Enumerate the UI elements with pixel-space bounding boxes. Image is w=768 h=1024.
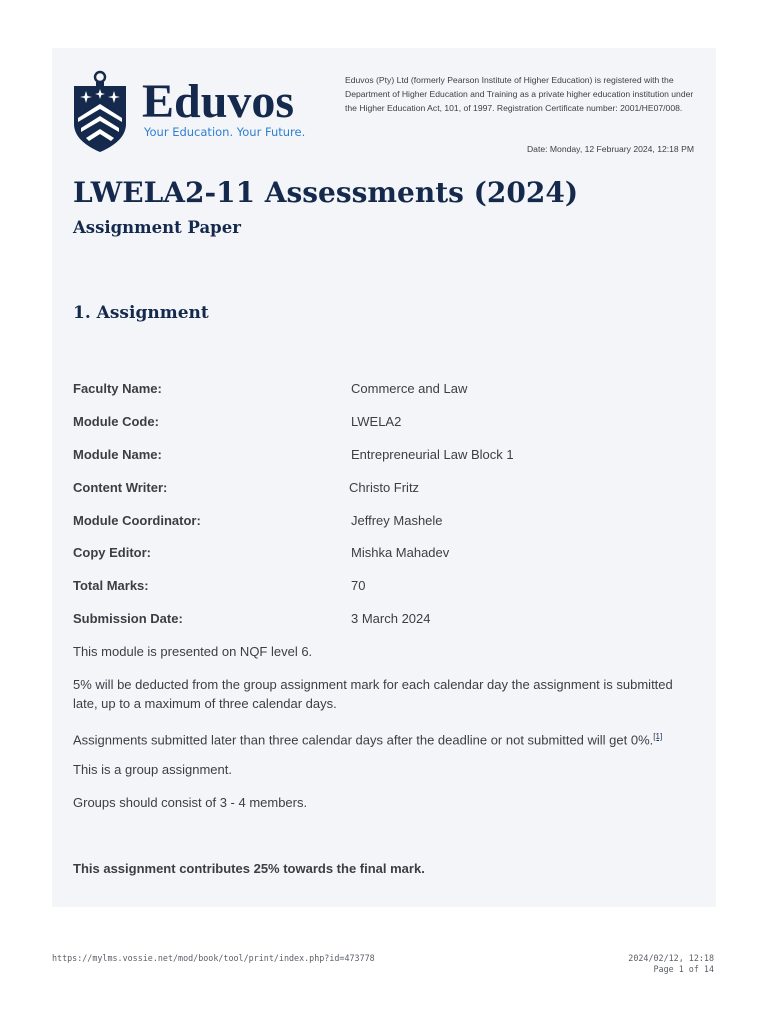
detail-value: Commerce and Law bbox=[351, 381, 468, 396]
detail-label: Content Writer: bbox=[73, 480, 168, 495]
logo-wordmark: Eduvos bbox=[142, 75, 295, 128]
detail-row-module-coordinator bbox=[73, 513, 673, 533]
detail-label: Module Code: bbox=[73, 414, 159, 429]
detail-row-total-marks bbox=[73, 578, 673, 598]
detail-row-faculty bbox=[73, 381, 673, 401]
detail-value: 3 March 2024 bbox=[351, 611, 431, 626]
detail-label: Module Name: bbox=[73, 447, 162, 462]
group-paragraph: This is a group assignment. bbox=[73, 762, 232, 777]
footer-meta bbox=[628, 953, 714, 975]
detail-row-content-writer bbox=[73, 480, 673, 500]
detail-row-submission-date bbox=[73, 611, 673, 631]
section-heading: 1. Assignment bbox=[73, 303, 209, 323]
detail-label: Submission Date: bbox=[73, 611, 183, 626]
page-title: LWELA2-11 Assessments (2024) bbox=[73, 176, 579, 209]
footer-timestamp: 2024/02/12, 12:18 bbox=[628, 953, 714, 963]
detail-row-copy-editor bbox=[73, 545, 673, 565]
detail-value: LWELA2 bbox=[351, 414, 402, 429]
page-subtitle: Assignment Paper bbox=[73, 218, 241, 237]
detail-row-module-name bbox=[73, 447, 673, 467]
logo-tagline: Your Education. Your Future. bbox=[144, 125, 306, 139]
contribution-paragraph: This assignment contributes 25% towards the final mark. bbox=[73, 861, 425, 876]
crest-icon bbox=[72, 70, 128, 154]
detail-label: Faculty Name: bbox=[73, 381, 162, 396]
footer-url: https://mylms.vossie.net/mod/book/tool/print/index.php?id=473778 bbox=[52, 953, 375, 963]
detail-row-module-code bbox=[73, 414, 673, 434]
footer-page-number: Page 1 of 14 bbox=[653, 964, 714, 974]
print-date: Date: Monday, 12 February 2024, 12:18 PM bbox=[526, 144, 694, 154]
members-paragraph: Groups should consist of 3 - 4 members. bbox=[73, 795, 308, 810]
detail-label: Total Marks: bbox=[73, 578, 149, 593]
detail-value: 70 bbox=[351, 578, 366, 593]
detail-value: Jeffrey Mashele bbox=[351, 513, 443, 528]
detail-value: Entrepreneurial Law Block 1 bbox=[351, 447, 514, 462]
late-deduction-paragraph: 5% will be deducted from the group assignment mark for each calendar day the assignment is submitted late, up to a maximum of three calendar days. bbox=[73, 677, 673, 711]
detail-value: Mishka Mahadev bbox=[351, 545, 450, 560]
footnote-link[interactable]: [1] bbox=[653, 732, 663, 741]
eduvos-logo bbox=[72, 70, 312, 154]
detail-label: Module Coordinator: bbox=[73, 513, 201, 528]
detail-value: Christo Fritz bbox=[349, 480, 420, 495]
document-page bbox=[52, 48, 716, 907]
late-submission-paragraph bbox=[73, 727, 678, 749]
nqf-paragraph: This module is presented on NQF level 6. bbox=[73, 644, 313, 659]
detail-label: Copy Editor: bbox=[73, 545, 151, 560]
late-submission-text: Assignments submitted later than three calendar days after the deadline or not submitted will get 0%. bbox=[73, 732, 654, 748]
registration-notice: Eduvos (Pty) Ltd (formerly Pearson Institute of Higher Education) is registered with the Department of Higher Education and Training as a private higher education institution under the Higher Education Act, 101, of 1997. Registration Certificate number: 2001/HE07/008. bbox=[345, 75, 694, 113]
